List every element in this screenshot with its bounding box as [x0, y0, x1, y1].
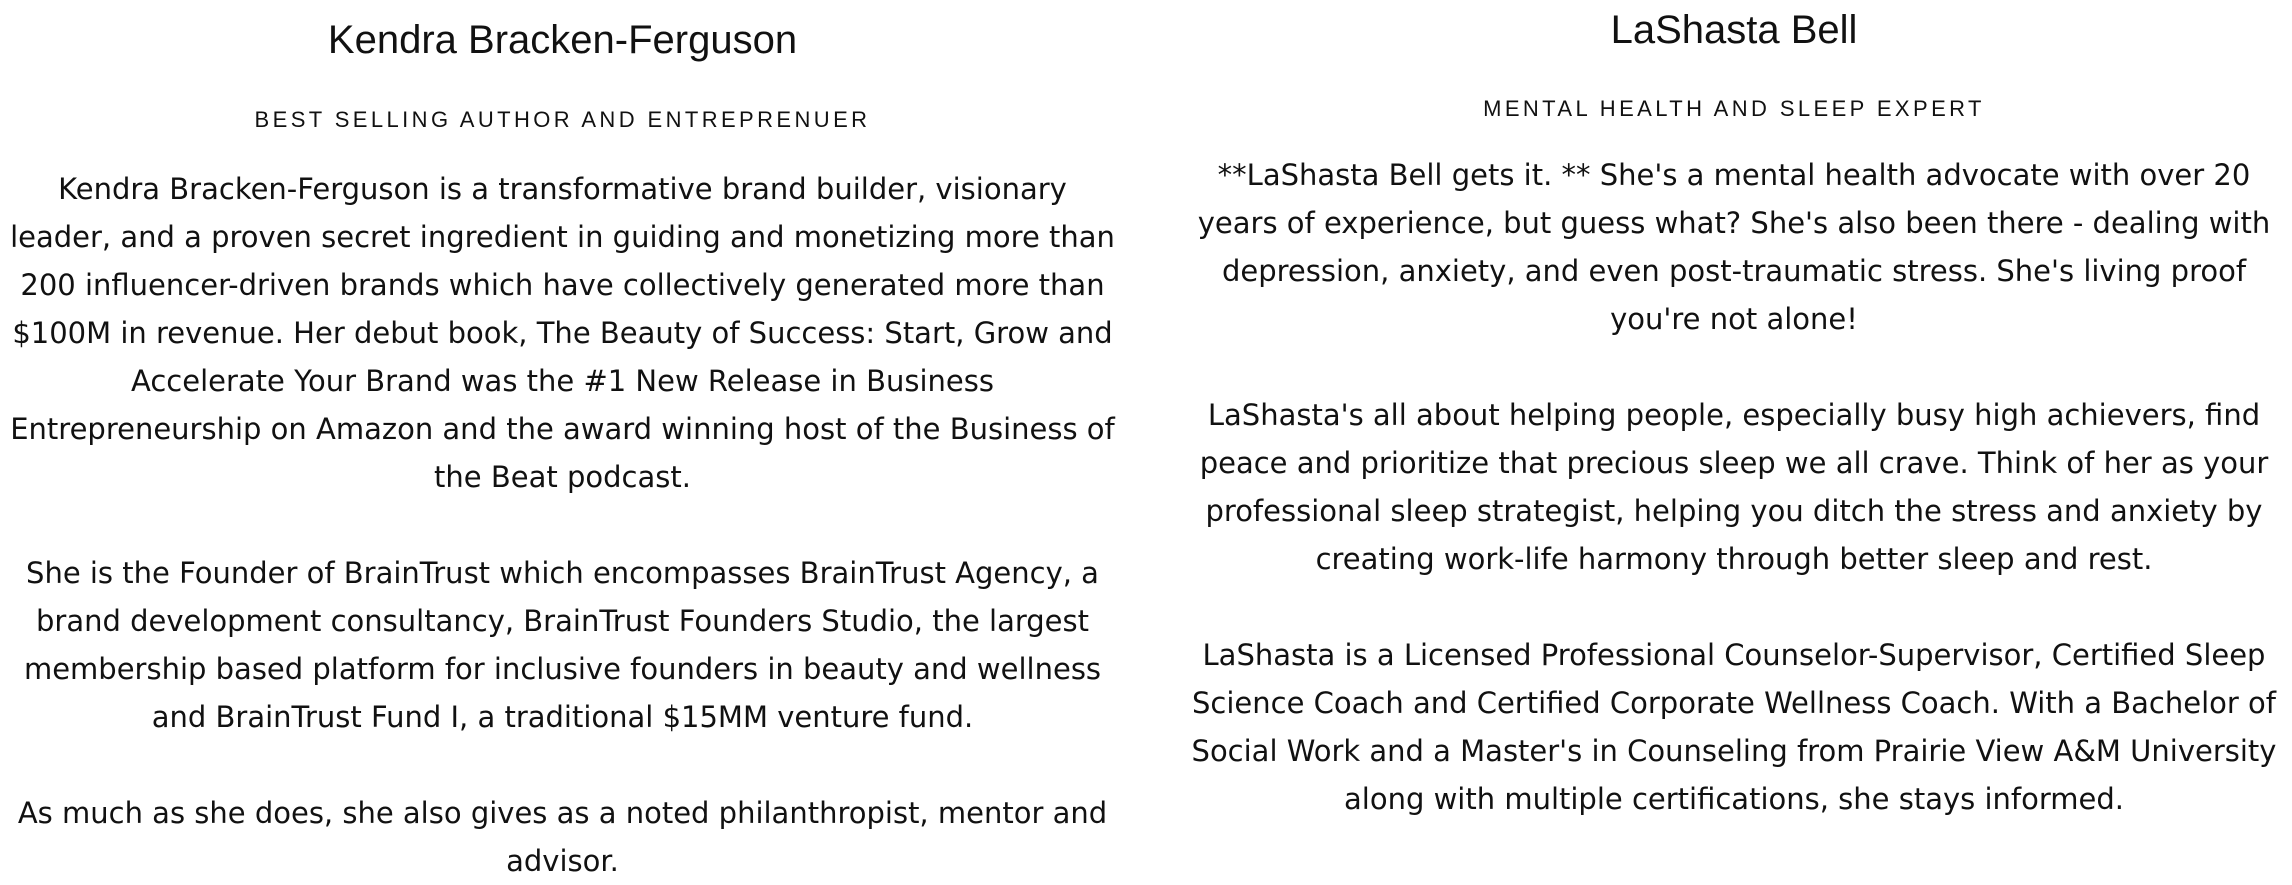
- profile-bio-paragraph: She is the Founder of BrainTrust which encompasses BrainTrust Agency, a brand development consultancy, BrainTrust Founders Studio, the largest membership based platform for inclusive founders in beauty and wellness and BrainTrust Fund I, a traditional $15MM venture fund.: [23, 556, 1102, 734]
- profile-lashasta-bell: [1176, 0, 2292, 823]
- profile-bio-paragraph: LaShasta is a Licensed Professional Counselor-Supervisor, Certified Sleep Science Coach and Certified Corporate Wellness Coach. With a Bachelor of Social Work and a Master's in Counseling from Prairie View A&M University along with multiple certifications, she stays informed.: [1191, 638, 2277, 816]
- profile-bio-paragraph: **LaShasta Bell gets it. ** She's a mental health advocate with over 20 years of experience, but guess what? She's also been there - dealing with depression, anxiety, and even post-traumatic stress. She's living proof you're not alone!: [1197, 158, 2271, 336]
- profile-kendra-bracken-ferguson: [0, 0, 1125, 885]
- profile-bio-paragraph: LaShasta's all about helping people, especially busy high achievers, find peace and prioritize that precious sleep we all crave. Think of her as your professional sleep strategist, helping you ditch the stress and anxiety by creating work-life harmony through better sleep and rest.: [1199, 398, 2269, 576]
- profile-name: LaShasta Bell: [1610, 8, 1858, 52]
- profile-name: Kendra Bracken-Ferguson: [327, 18, 798, 62]
- profile-bio-paragraph: As much as she does, she also gives as a noted philanthropist, mentor and advisor.: [17, 796, 1108, 878]
- profile-bio-paragraph: Kendra Bracken-Ferguson is a transformative brand builder, visionary leader, and a proven secret ingredient in guiding and monetizing more than 200 influencer-driven brands which have collectively generated more than $100M in revenue. Her debut book, The Beauty of Success: Start, Grow and Accelerate Your Brand was the #1 New Release in Business Entrepreneurship on Amazon and the award winning host of the Business of the Beat podcast.: [10, 172, 1115, 494]
- profile-title: MENTAL HEALTH AND SLEEP EXPERT: [1483, 96, 1985, 121]
- profile-title: BEST SELLING AUTHOR AND ENTREPRENUER: [254, 107, 871, 132]
